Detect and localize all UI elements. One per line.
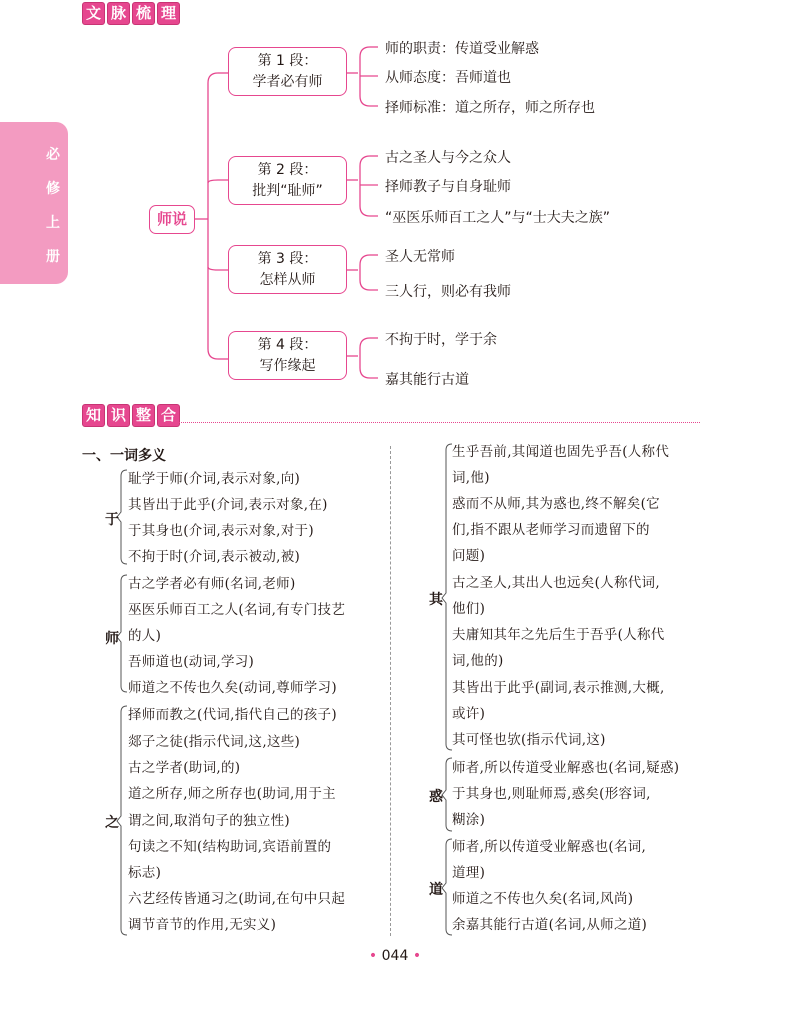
word-entry: 谓之间,取消句子的独立性): [128, 813, 290, 829]
node-line1: 第 3 段：: [257, 251, 318, 267]
mindmap-leaf: 嘉其能行古道: [385, 372, 469, 388]
word-entry: 惑而不从师,其为惑也,终不解矣(它: [452, 496, 660, 512]
mindmap-leaf: 师的职责：传道受业解惑: [385, 41, 539, 57]
word-entry: 不拘于时(介词,表示被动,被): [128, 549, 301, 565]
word-entry: 的人): [128, 628, 162, 644]
word-entry: 耻学于师(介词,表示对象,向): [128, 471, 301, 487]
dot-icon: •: [412, 948, 422, 964]
node-line2: 写作缘起: [259, 358, 316, 374]
mindmap-leaf: 不拘于时，学于余: [385, 332, 497, 348]
node-line1: 第 1 段：: [257, 53, 318, 69]
title-char: 文: [82, 2, 105, 25]
node-line2: 批判“耻师”: [252, 183, 323, 199]
title-char: 整: [132, 404, 155, 427]
side-tab-char: 修: [46, 181, 60, 197]
word-zhi: 之: [105, 815, 119, 831]
word-entry: 糊涂): [452, 812, 486, 828]
word-entry: 六艺经传皆通习之(助词,在句中只起: [128, 891, 346, 907]
word-entry: 师道之不传也久矣(动词,尊师学习): [128, 680, 337, 696]
mindmap-leaf: 三人行，则必有我师: [385, 284, 511, 300]
mindmap-leaf: 从师态度：吾师道也: [385, 70, 511, 86]
word-dao: 道: [429, 882, 443, 898]
word-entry: 师道之不传也久矣(名词,风尚): [452, 891, 634, 907]
node-line1: 第 4 段：: [257, 337, 318, 353]
page-number: [0, 948, 790, 964]
word-entry: 标志): [128, 865, 162, 881]
word-entry: 吾师道也(动词,学习): [128, 654, 255, 670]
word-entry: 调节音节的作用,无实义): [128, 917, 277, 933]
title-char: 识: [107, 404, 130, 427]
word-entry: 生乎吾前,其闻道也固先乎吾(人称代: [452, 444, 670, 460]
side-tab-char: 必: [46, 147, 60, 163]
mindmap-leaf: “巫医乐师百工之人”与“士大夫之族”: [385, 210, 611, 226]
word-entry: 于其身也,则耻师焉,惑矣(形容词,: [452, 786, 651, 802]
mindmap-root: 师说: [149, 205, 195, 234]
page-number-text: 044: [381, 948, 409, 964]
side-tab-char: 册: [46, 249, 60, 265]
word-entry: 词,他的): [452, 653, 504, 669]
word-entry: 其皆出于此乎(介词,表示对象,在): [128, 497, 328, 513]
title-char: 合: [157, 404, 180, 427]
word-entry: 句读之不知(结构助词,宾语前置的: [128, 839, 332, 855]
word-entry: 于其身也(介词,表示对象,对于): [128, 523, 314, 539]
word-entry: 他们): [452, 601, 486, 617]
node-line2: 怎样从师: [259, 272, 316, 288]
knowledge-heading: 一、一词多义: [82, 448, 166, 464]
word-entry: 余嘉其能行古道(名词,从师之道): [452, 917, 648, 933]
word-entry: 或许): [452, 706, 486, 722]
word-entry: 郯子之徒(指示代词,这,这些): [128, 734, 301, 750]
side-tab-char: 上: [46, 215, 60, 231]
word-entry: 师者,所以传道受业解惑也(名词,: [452, 839, 647, 855]
word-yu: 于: [105, 512, 119, 528]
word-shi: 师: [105, 631, 119, 647]
node-line2: 学者必有师: [252, 74, 323, 90]
word-entry: 其皆出于此乎(副词,表示推测,大概,: [452, 680, 665, 696]
word-entry: 问题): [452, 548, 486, 564]
word-entry: 道理): [452, 865, 486, 881]
word-entry: 巫医乐师百工之人(名词,有专门技艺: [128, 602, 346, 618]
word-entry: 古之圣人,其出人也远矣(人称代词,: [452, 575, 660, 591]
dot-icon: •: [368, 948, 378, 964]
title-char: 理: [157, 2, 180, 25]
word-entry: 们,指不跟从老师学习而遗留下的: [452, 522, 650, 538]
word-huo: 惑: [429, 789, 443, 805]
word-entry: 古之学者(助词,的): [128, 760, 241, 776]
node-line1: 第 2 段：: [257, 162, 318, 178]
word-entry: 师者,所以传道受业解惑也(名词,疑惑): [452, 760, 680, 776]
word-entry: 择师而教之(代词,指代自己的孩子): [128, 707, 337, 723]
word-entry: 词,他): [452, 470, 490, 486]
title-char: 脉: [107, 2, 130, 25]
word-entry: 夫庸知其年之先后生于吾乎(人称代: [452, 627, 665, 643]
title-char: 梳: [132, 2, 155, 25]
mindmap-leaf: 古之圣人与今之众人: [385, 150, 511, 166]
mindmap-leaf: 择师标准：道之所存，师之所存也: [385, 100, 595, 116]
mindmap-leaf: 圣人无常师: [385, 249, 455, 265]
title-char: 知: [82, 404, 105, 427]
word-entry: 道之所存,师之所存也(助词,用于主: [128, 786, 336, 802]
word-entry: 古之学者必有师(名词,老师): [128, 576, 296, 592]
mindmap-leaf: 择师教子与自身耻师: [385, 179, 511, 195]
word-entry: 其可怪也欤(指示代词,这): [452, 732, 606, 748]
word-qi: 其: [429, 592, 443, 608]
